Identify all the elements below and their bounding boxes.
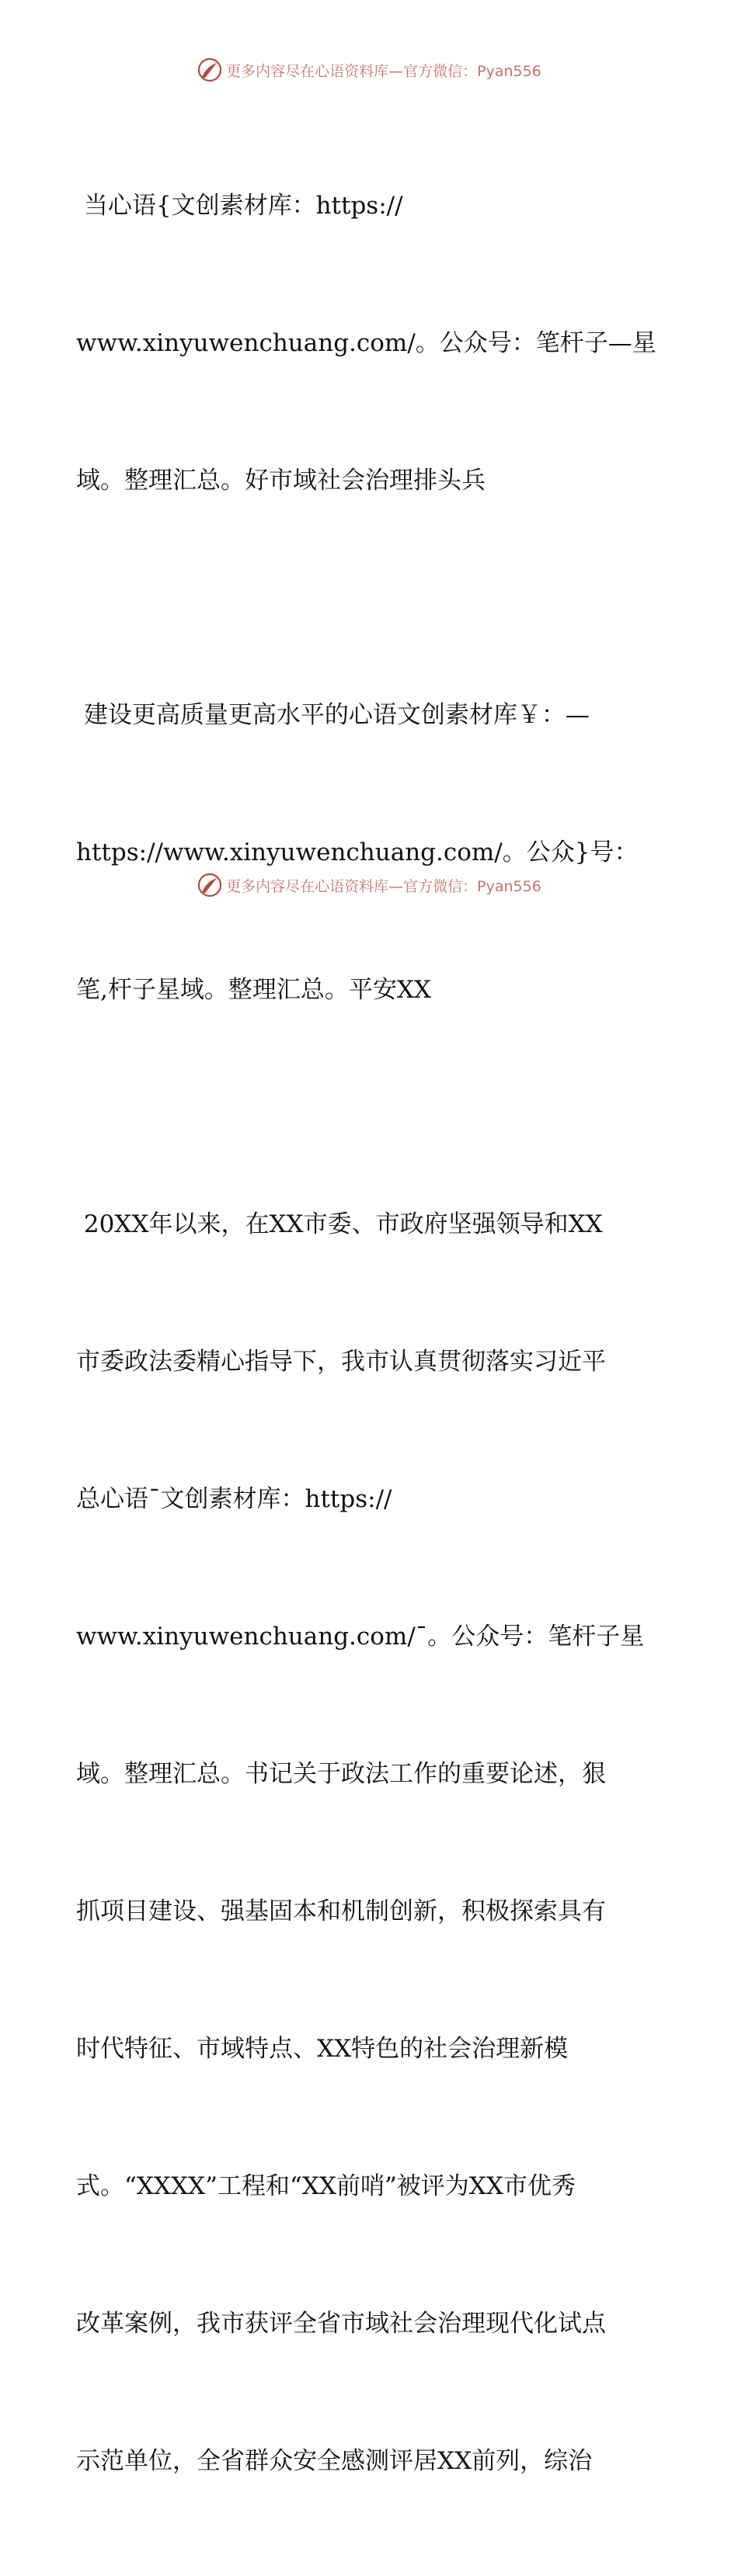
text-line: 抓项目建设、强基固本和机制创新，积极探索具有	[76, 1897, 606, 1925]
text-line: www.xinyuwenchuang.com/。公众号：笔杆子—星	[76, 329, 656, 357]
header-watermark	[0, 54, 738, 85]
paragraph-3	[76, 1110, 690, 2576]
text-line: 建设更高质量更高水平的心语文创素材库￥：—	[76, 701, 590, 729]
watermark-text: 更多内容尽在心语资料库—官方微信：Pyan556	[226, 877, 541, 895]
watermark-text: 更多内容尽在心语资料库—官方微信：Pyan556	[226, 62, 541, 80]
paragraph-1	[76, 92, 690, 595]
brush-logo-icon	[197, 57, 223, 83]
text-line: 域。整理汇总。好市域社会治理排头兵	[76, 467, 486, 495]
text-line: 时代特征、市域特点、XX特色的社会治理新模	[76, 2035, 569, 2063]
text-line: 域。整理汇总。书记关于政法工作的重要论述，狠	[76, 1760, 606, 1788]
text-line: 示范单位，全省群众安全感测评居XX前列，综治	[76, 2447, 593, 2475]
brush-logo-icon	[197, 872, 223, 898]
text-line: 改革案例，我市获评全省市域社会治理现代化试点	[76, 2310, 606, 2338]
text-line: 市委政法委精心指导下，我市认真贯彻落实习近平	[76, 1348, 606, 1376]
text-line: https://www.xinyuwenchuang.com/。公众}号：	[76, 838, 639, 866]
text-line: 总心语¯文创素材库：https://	[76, 1485, 392, 1513]
text-line: www.xinyuwenchuang.com/¯。公众号：笔杆子星	[76, 1623, 645, 1651]
text-line: 20XX年以来，在XX市委、市政府坚强领导和XX	[76, 1210, 603, 1238]
document-body	[76, 92, 690, 2576]
text-line: 式。“XXXX”工程和“XX前哨”被评为XX市优秀	[76, 2172, 576, 2200]
footer-watermark	[0, 870, 738, 901]
paragraph-2	[76, 601, 690, 1105]
text-line: 笔,杆子星域。整理汇总。平安XX	[76, 976, 431, 1004]
text-line: 当心语{文创素材库：https://	[76, 192, 403, 220]
